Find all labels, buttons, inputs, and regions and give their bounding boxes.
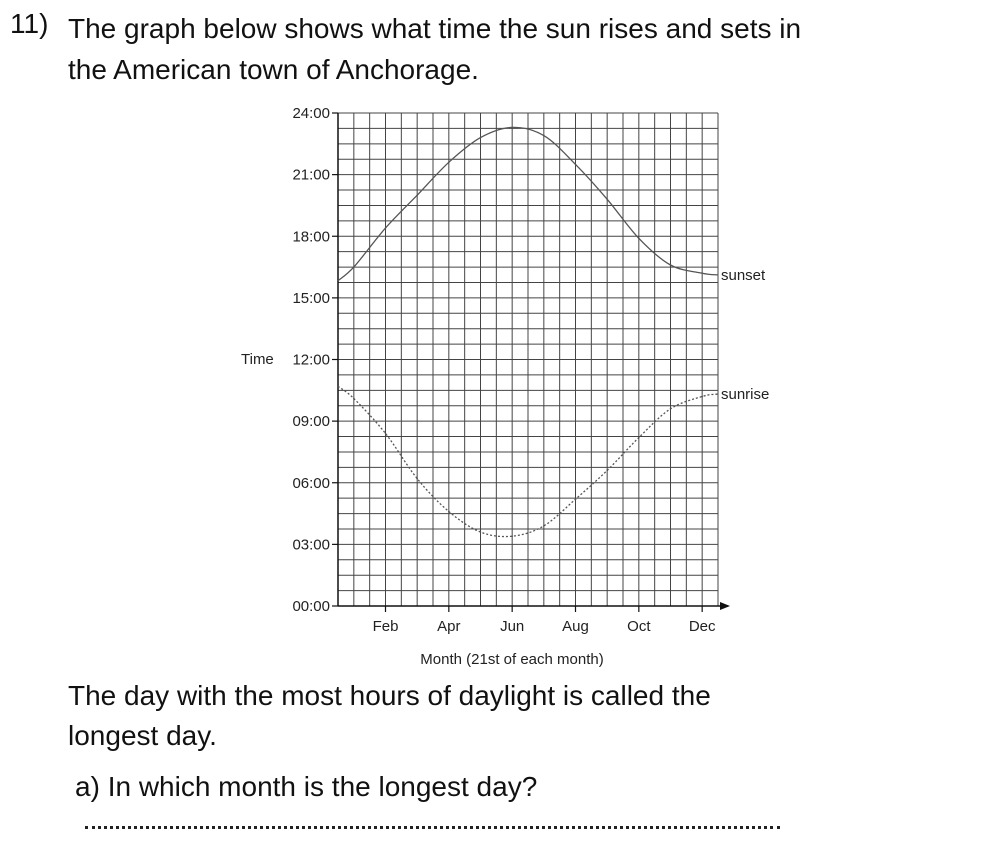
data-point-sunset (448, 162, 450, 164)
y-tick-label: 06:00 (292, 474, 330, 492)
chart-axes (338, 113, 730, 610)
data-point-sunset (353, 266, 355, 268)
chart-series (338, 127, 769, 537)
data-point-sunrise (575, 498, 577, 500)
series-label-sunset: sunset (721, 266, 766, 284)
sub-question-label: a) (75, 771, 100, 802)
y-tick-label: 03:00 (292, 536, 330, 554)
x-axis-title: Month (21st of each month) (420, 651, 604, 668)
question-line: the American town of Anchorage. (68, 54, 479, 85)
data-point-sunrise (353, 398, 355, 400)
question-line: The graph below shows what time the sun rises and sets in (68, 13, 802, 44)
data-point-sunrise (670, 408, 672, 410)
x-tick-label: Apr (437, 618, 461, 635)
paragraph-line: The day with the most hours of daylight is called the (68, 680, 711, 711)
data-point-sunrise (638, 437, 640, 439)
data-point-sunset (701, 272, 703, 274)
paragraph-line: longest day. (68, 720, 217, 751)
data-point-sunrise (606, 470, 608, 472)
y-tick-label: 15:00 (292, 289, 330, 307)
y-axis-title: Time (241, 351, 274, 368)
x-tick-label: Oct (627, 618, 651, 635)
data-point-sunset (416, 194, 418, 196)
data-point-sunset (385, 227, 387, 229)
y-tick-label: 12:00 (292, 351, 330, 369)
y-tick-label: 18:00 (292, 228, 330, 246)
chart-grid (338, 113, 718, 606)
x-tick-label: Feb (372, 618, 399, 635)
y-tick-label: 24:00 (292, 105, 330, 122)
data-point-sunrise (511, 535, 513, 537)
sub-question (75, 767, 537, 807)
data-point-sunset (543, 135, 545, 137)
data-point-sunset (670, 264, 672, 266)
y-tick-label: 00:00 (292, 598, 330, 615)
data-point-sunset (575, 164, 577, 166)
data-point-sunrise (385, 433, 387, 435)
question-number: 11) (10, 8, 49, 39)
data-point-sunrise (480, 531, 482, 533)
sub-question-text: In which month is the longest day? (107, 771, 538, 802)
data-point-sunset (480, 137, 482, 139)
x-tick-label: Aug (562, 618, 589, 635)
data-point-sunset (511, 127, 513, 129)
data-point-sunrise (543, 525, 545, 527)
data-point-sunset (638, 238, 640, 240)
data-point-sunrise (416, 478, 418, 480)
data-point-sunrise (701, 396, 703, 398)
data-point-sunset (606, 199, 608, 201)
x-tick-label: Jun (500, 618, 525, 635)
y-tick-label: 21:00 (292, 166, 330, 184)
chart-ticks (292, 105, 716, 635)
x-axis-arrow (720, 602, 730, 610)
series-label-sunrise: sunrise (721, 386, 770, 404)
answer-line[interactable] (85, 826, 780, 829)
data-point-sunrise (448, 511, 450, 513)
x-tick-label: Dec (688, 618, 716, 635)
y-tick-label: 09:00 (292, 413, 330, 431)
paragraph (68, 676, 888, 756)
